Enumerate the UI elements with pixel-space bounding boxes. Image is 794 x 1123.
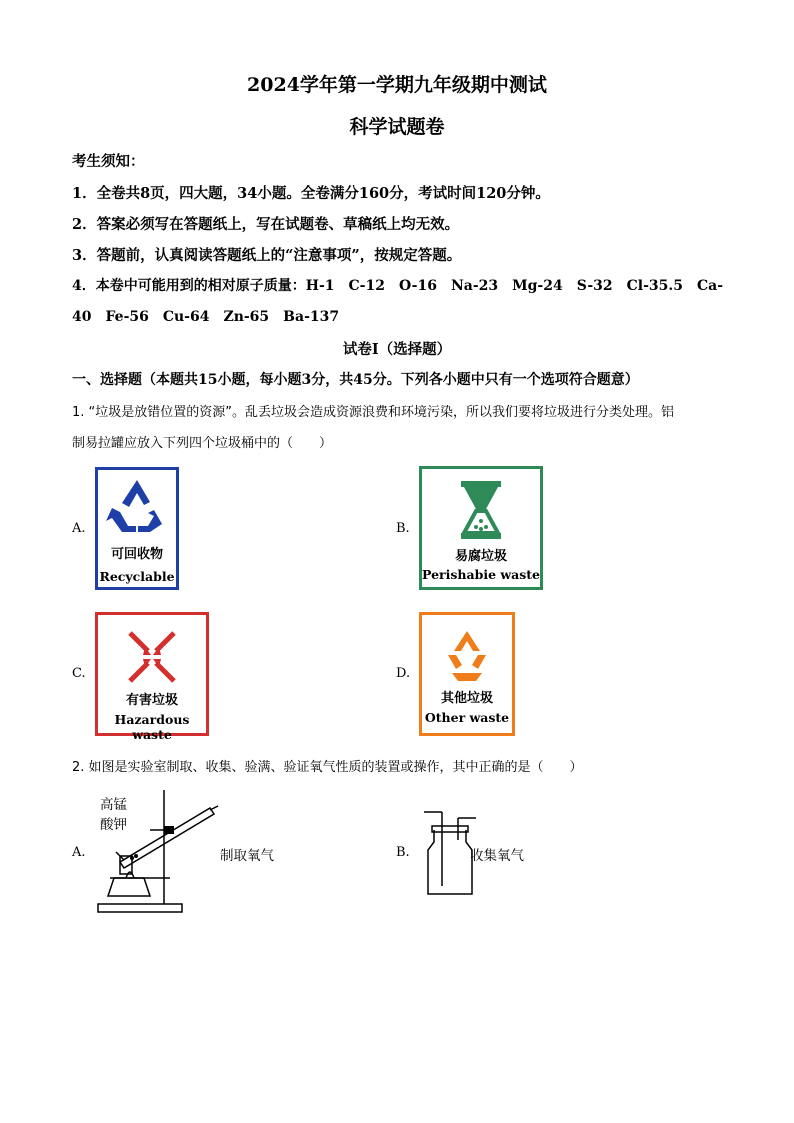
other-waste-icon <box>422 625 512 689</box>
hazardous-cn: 有害垃圾 <box>125 693 178 708</box>
recyclable-cn: 可回收物 <box>110 547 163 562</box>
q2-option-b-letter: B. <box>396 845 410 860</box>
recyclable-en: Recyclable <box>99 569 175 584</box>
exam-subtitle: 科学试题卷 <box>349 116 445 138</box>
perishable-bin[interactable] <box>419 466 543 590</box>
notice-item-1: 1．全卷共8页，四大题，34小题。全卷满分160分，考试时间120分钟。 <box>72 185 550 202</box>
q2-stem: 2. 如图是实验室制取、收集、验满、验证氧气性质的装置或操作，其中正确的是（ ） <box>72 760 583 775</box>
oxygen-generation-apparatus <box>90 786 220 916</box>
other-waste-cn: 其他垃圾 <box>440 691 493 706</box>
q1-option-b-letter: B. <box>396 521 410 536</box>
hourglass-icon <box>422 475 540 545</box>
paper-label: 试卷Ⅰ（选择题） <box>342 341 452 358</box>
notice-item-3: 3．答题前，认真阅读答题纸上的“注意事项”，按规定答题。 <box>72 247 462 264</box>
perishable-en: Perishabie waste <box>422 567 540 582</box>
q1-option-d-letter: D. <box>396 666 411 681</box>
section-heading: 一、选择题（本题共15小题，每小题3分，共45分。下列各小题中只有一个选项符合题意） <box>72 372 639 388</box>
exam-title: 2024学年第一学期九年级期中测试 <box>247 74 547 96</box>
q1-stem-line2: 制易拉罐应放入下列四个垃圾桶中的（ ） <box>72 436 333 451</box>
q2-option-a-caption: 制取氧气 <box>220 848 274 864</box>
notice-item-4: 4．本卷中可能用到的相对原子质量：H-1 C-12 O-16 Na-23 Mg-24 S-32 Cl-35.5 Ca- <box>72 278 724 294</box>
q1-stem-line1: 1. “垃圾是放错位置的资源”。乱丢垃圾会造成资源浪费和环境污染，所以我们要将垃圾进行分类处理。铝 <box>72 405 675 420</box>
perishable-cn: 易腐垃圾 <box>454 549 507 564</box>
hazard-cross-icon <box>98 627 206 687</box>
q1-option-c-letter: C. <box>72 666 86 681</box>
other-waste-bin[interactable] <box>419 612 515 736</box>
notice-item-2: 2．答案必须写在答题纸上，写在试题卷、草稿纸上均无效。 <box>72 216 460 233</box>
notice-item-4-cont: 40 Fe-56 Cu-64 Zn-65 Ba-137 <box>72 309 340 325</box>
reagent-label-line2: 酸钾 <box>100 817 127 833</box>
recycle-icon <box>98 474 176 542</box>
q2-option-a-letter: A. <box>72 845 86 860</box>
reagent-label-line1: 高锰 <box>100 797 127 813</box>
recyclable-bin[interactable] <box>95 467 179 590</box>
q1-option-a-letter: A. <box>72 521 86 536</box>
q2-option-b-caption: 收集氧气 <box>470 848 524 864</box>
hazardous-en: Hazardous waste <box>114 712 190 742</box>
notice-heading: 考生须知： <box>72 153 145 170</box>
hazardous-bin[interactable] <box>95 612 209 742</box>
other-waste-en: Other waste <box>424 710 510 725</box>
